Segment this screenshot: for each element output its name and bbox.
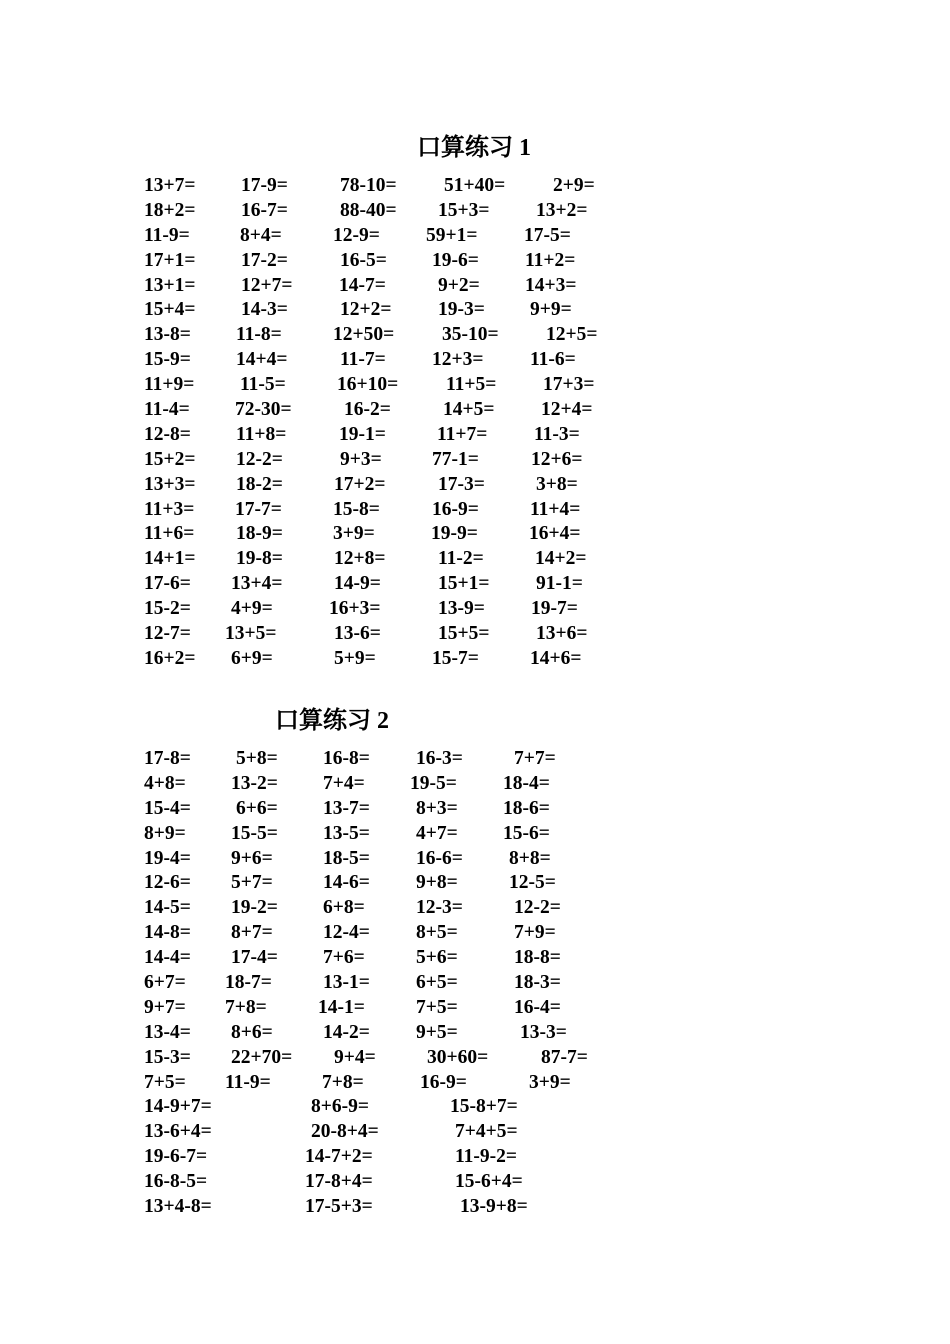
problem-item: 15-4= bbox=[144, 797, 191, 819]
problem-item: 13-8= bbox=[144, 324, 191, 346]
problem-item: 12-6= bbox=[144, 872, 191, 894]
problem-item: 7+4+5= bbox=[455, 1121, 518, 1143]
problem-item: 14-6= bbox=[323, 872, 370, 894]
problem-item: 11-6= bbox=[530, 349, 576, 371]
problem-item: 12+7= bbox=[241, 274, 293, 296]
problem-item: 13+1= bbox=[144, 274, 196, 296]
problem-item: 7+6= bbox=[323, 947, 365, 969]
problem-item: 7+5= bbox=[144, 1071, 186, 1093]
problem-item: 15+1= bbox=[438, 573, 490, 595]
problem-item: 11-9-2= bbox=[455, 1146, 518, 1168]
problem-item: 12-8= bbox=[144, 423, 191, 445]
problem-item: 18-7= bbox=[225, 972, 272, 994]
problem-item: 11-4= bbox=[144, 399, 190, 421]
problem-item: 14+1= bbox=[144, 548, 196, 570]
problem-item: 8+3= bbox=[416, 797, 458, 819]
problem-item: 14+4= bbox=[236, 349, 288, 371]
problem-item: 13+4= bbox=[231, 573, 283, 595]
problem-item: 15+5= bbox=[438, 623, 490, 645]
problem-item: 35-10= bbox=[442, 324, 499, 346]
problem-item: 14-9+7= bbox=[144, 1096, 212, 1118]
problem-item: 8+7= bbox=[231, 922, 273, 944]
problem-item: 11-7= bbox=[340, 349, 386, 371]
problem-item: 13+5= bbox=[225, 623, 277, 645]
problem-item: 16+3= bbox=[329, 598, 381, 620]
problem-item: 15-8= bbox=[333, 498, 380, 520]
problem-item: 17-5+3= bbox=[305, 1196, 373, 1218]
problem-item: 15-8+7= bbox=[450, 1096, 518, 1118]
problem-item: 11+6= bbox=[144, 523, 195, 545]
problem-item: 17-2= bbox=[241, 249, 288, 271]
problem-item: 14-4= bbox=[144, 947, 191, 969]
problem-item: 12-7= bbox=[144, 623, 191, 645]
problem-item: 16-8= bbox=[323, 748, 370, 769]
problem-item: 72-30= bbox=[235, 399, 292, 421]
problem-item: 15-2= bbox=[144, 598, 191, 620]
problem-item: 11+3= bbox=[144, 498, 195, 520]
problem-item: 6+6= bbox=[236, 797, 278, 819]
problem-item: 11-9= bbox=[144, 224, 190, 246]
problem-item: 18-9= bbox=[236, 523, 283, 545]
problem-item: 16+2= bbox=[144, 647, 196, 669]
problem-item: 14-7+2= bbox=[305, 1146, 373, 1168]
problem-item: 11-3= bbox=[534, 423, 580, 445]
problem-item: 87-7= bbox=[541, 1046, 588, 1068]
problem-item: 11-8= bbox=[236, 324, 282, 346]
problem-item: 17-8= bbox=[144, 748, 191, 769]
problem-item: 16-2= bbox=[344, 399, 391, 421]
problem-item: 17-5= bbox=[524, 224, 571, 246]
problem-item: 14+2= bbox=[535, 548, 587, 570]
problem-item: 18+2= bbox=[144, 199, 196, 221]
problem-item: 11-5= bbox=[240, 374, 286, 396]
problem-item: 11-2= bbox=[438, 548, 484, 570]
problem-item: 12+6= bbox=[531, 448, 583, 470]
problem-item: 16-3= bbox=[416, 748, 463, 769]
problem-item: 5+9= bbox=[334, 647, 376, 669]
problem-item: 16+10= bbox=[337, 374, 399, 396]
problem-item: 12-3= bbox=[416, 897, 463, 919]
problem-item: 12+2= bbox=[340, 299, 392, 321]
problem-item: 19-2= bbox=[231, 897, 278, 919]
problem-item: 7+5= bbox=[416, 996, 458, 1018]
problem-item: 17-4= bbox=[231, 947, 278, 969]
problem-item: 8+6= bbox=[231, 1021, 273, 1043]
problem-item: 2+9= bbox=[553, 175, 595, 196]
problem-item: 13-6= bbox=[334, 623, 381, 645]
problem-item: 8+6-9= bbox=[311, 1096, 369, 1118]
problem-item: 16-5= bbox=[340, 249, 387, 271]
problem-item: 19-6-7= bbox=[144, 1146, 208, 1168]
exercise-1-title: 口算练习 1 bbox=[417, 135, 531, 161]
problem-item: 18-4= bbox=[503, 772, 550, 794]
problem-item: 11+9= bbox=[144, 374, 195, 396]
problem-item: 18-3= bbox=[514, 972, 561, 994]
problem-item: 13-1= bbox=[323, 972, 370, 994]
problem-item: 19-8= bbox=[236, 548, 283, 570]
problem-item: 15-6+4= bbox=[455, 1171, 523, 1193]
problem-item: 12-2= bbox=[236, 448, 283, 470]
problem-item: 9+2= bbox=[438, 274, 480, 296]
problem-item: 9+7= bbox=[144, 996, 186, 1018]
problem-item: 8+9= bbox=[144, 822, 186, 844]
problem-item: 78-10= bbox=[340, 175, 397, 196]
problem-item: 15-7= bbox=[432, 647, 479, 669]
problem-item: 14-8= bbox=[144, 922, 191, 944]
problem-item: 4+8= bbox=[144, 772, 186, 794]
problem-item: 16-6= bbox=[416, 847, 463, 869]
problem-item: 5+7= bbox=[231, 872, 273, 894]
problem-item: 17-6= bbox=[144, 573, 191, 595]
problem-item: 7+7= bbox=[514, 748, 556, 769]
problem-item: 9+4= bbox=[334, 1046, 376, 1068]
problem-item: 18-5= bbox=[323, 847, 370, 869]
problem-item: 9+8= bbox=[416, 872, 458, 894]
problem-item: 17-8+4= bbox=[305, 1171, 373, 1193]
problem-item: 6+9= bbox=[231, 647, 273, 669]
problem-item: 13-9+8= bbox=[460, 1196, 528, 1218]
problem-item: 12-4= bbox=[323, 922, 370, 944]
problem-item: 15+2= bbox=[144, 448, 196, 470]
problem-item: 9+6= bbox=[231, 847, 273, 869]
problem-item: 12+8= bbox=[334, 548, 386, 570]
problem-item: 11+7= bbox=[437, 423, 488, 445]
problem-item: 15+4= bbox=[144, 299, 196, 321]
problem-item: 18-2= bbox=[236, 473, 283, 495]
problem-item: 9+9= bbox=[530, 299, 572, 321]
problem-item: 30+60= bbox=[427, 1046, 489, 1068]
problem-item: 19-4= bbox=[144, 847, 191, 869]
problem-item: 91-1= bbox=[536, 573, 583, 595]
problem-item: 15-6= bbox=[503, 822, 550, 844]
problem-item: 13-5= bbox=[323, 822, 370, 844]
problem-item: 14-9= bbox=[334, 573, 381, 595]
problem-item: 16-9= bbox=[432, 498, 479, 520]
problem-item: 12+50= bbox=[333, 324, 395, 346]
problem-item: 15-5= bbox=[231, 822, 278, 844]
problem-item: 4+9= bbox=[231, 598, 273, 620]
problem-item: 9+3= bbox=[340, 448, 382, 470]
problem-item: 15-3= bbox=[144, 1046, 191, 1068]
problem-item: 17-7= bbox=[235, 498, 282, 520]
problem-item: 11+4= bbox=[530, 498, 581, 520]
problem-item: 88-40= bbox=[340, 199, 397, 221]
problem-item: 14-7= bbox=[339, 274, 386, 296]
problem-item: 12+4= bbox=[541, 399, 593, 421]
problem-item: 13+2= bbox=[536, 199, 588, 221]
problem-item: 17-3= bbox=[438, 473, 485, 495]
problem-item: 19-5= bbox=[410, 772, 457, 794]
problem-item: 5+6= bbox=[416, 947, 458, 969]
problem-item: 59+1= bbox=[426, 224, 478, 246]
problem-item: 19-1= bbox=[339, 423, 386, 445]
problem-item: 13-2= bbox=[231, 772, 278, 794]
problem-item: 17+1= bbox=[144, 249, 196, 271]
problem-item: 20-8+4= bbox=[311, 1121, 379, 1143]
problem-item: 12-9= bbox=[333, 224, 380, 246]
problem-item: 12-5= bbox=[509, 872, 556, 894]
problem-item: 13+6= bbox=[536, 623, 588, 645]
problem-item: 3+8= bbox=[536, 473, 578, 495]
problem-item: 16-8-5= bbox=[144, 1171, 208, 1193]
problem-item: 14-3= bbox=[241, 299, 288, 321]
problem-item: 19-9= bbox=[431, 523, 478, 545]
problem-item: 3+9= bbox=[333, 523, 375, 545]
problem-item: 16-9= bbox=[420, 1071, 467, 1093]
problem-item: 12+3= bbox=[432, 349, 484, 371]
problem-item: 19-6= bbox=[432, 249, 479, 271]
problem-item: 13-6+4= bbox=[144, 1121, 212, 1143]
problem-item: 11+8= bbox=[236, 423, 287, 445]
problem-item: 15-9= bbox=[144, 349, 191, 371]
problem-item: 7+8= bbox=[322, 1071, 364, 1093]
problem-item: 16+4= bbox=[529, 523, 581, 545]
problem-item: 13+7= bbox=[144, 175, 196, 196]
problem-item: 9+5= bbox=[416, 1021, 458, 1043]
problem-item: 7+8= bbox=[225, 996, 267, 1018]
problem-item: 14-5= bbox=[144, 897, 191, 919]
problem-item: 14+3= bbox=[525, 274, 577, 296]
problem-item: 13-7= bbox=[323, 797, 370, 819]
problem-item: 17+3= bbox=[543, 374, 595, 396]
problem-item: 6+7= bbox=[144, 972, 186, 994]
problem-item: 8+8= bbox=[509, 847, 551, 869]
problem-item: 51+40= bbox=[444, 175, 506, 196]
problem-item: 13+4-8= bbox=[144, 1196, 212, 1218]
problem-item: 13-4= bbox=[144, 1021, 191, 1043]
problem-item: 6+8= bbox=[323, 897, 365, 919]
problem-item: 16-7= bbox=[241, 199, 288, 221]
exercise-2-title: 口算练习 2 bbox=[275, 708, 389, 734]
problem-item: 19-3= bbox=[438, 299, 485, 321]
problem-item: 17-9= bbox=[241, 175, 288, 196]
problem-item: 14-1= bbox=[318, 996, 365, 1018]
problem-item: 11-9= bbox=[225, 1071, 271, 1093]
problem-item: 13-3= bbox=[520, 1021, 567, 1043]
problem-item: 13+3= bbox=[144, 473, 196, 495]
problem-item: 7+4= bbox=[323, 772, 365, 794]
problem-item: 6+5= bbox=[416, 972, 458, 994]
problem-item: 4+7= bbox=[416, 822, 458, 844]
problem-item: 7+9= bbox=[514, 922, 556, 944]
problem-item: 3+9= bbox=[529, 1071, 571, 1093]
problem-item: 5+8= bbox=[236, 748, 278, 769]
problem-item: 14-2= bbox=[323, 1021, 370, 1043]
problem-item: 19-7= bbox=[531, 598, 578, 620]
problem-item: 12-2= bbox=[514, 897, 561, 919]
problem-item: 11+2= bbox=[525, 249, 576, 271]
problem-item: 16-4= bbox=[514, 996, 561, 1018]
problem-item: 11+5= bbox=[446, 374, 497, 396]
problem-item: 17+2= bbox=[334, 473, 386, 495]
problem-item: 15+3= bbox=[438, 199, 490, 221]
problem-item: 18-8= bbox=[514, 947, 561, 969]
problem-item: 14+6= bbox=[530, 647, 582, 669]
problem-item: 8+5= bbox=[416, 922, 458, 944]
problem-item: 18-6= bbox=[503, 797, 550, 819]
problem-item: 77-1= bbox=[432, 448, 479, 470]
problem-item: 8+4= bbox=[240, 224, 282, 246]
problem-item: 13-9= bbox=[438, 598, 485, 620]
problem-item: 12+5= bbox=[546, 324, 598, 346]
problem-item: 14+5= bbox=[443, 399, 495, 421]
problem-item: 22+70= bbox=[231, 1046, 293, 1068]
